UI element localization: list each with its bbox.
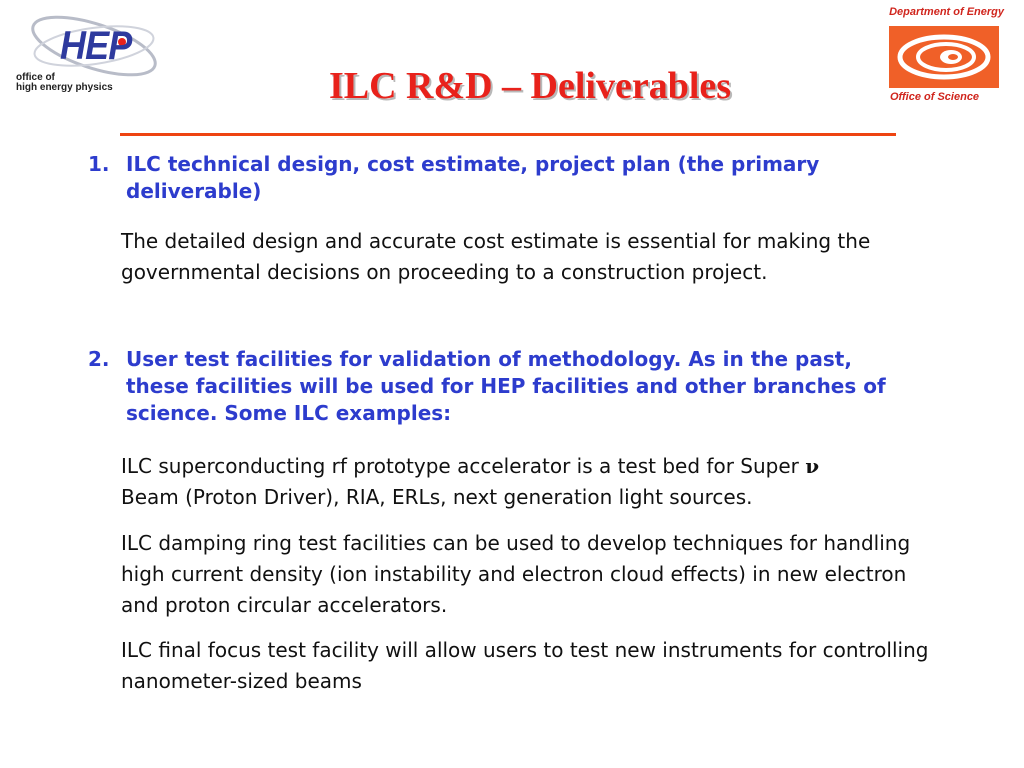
item-2-heading [88, 346, 908, 427]
item-2-paragraph-2: ILC damping ring test facilities can be used to develop techniques for handling high current density (ion instability and electron cloud effects) in new electron and proton circular accelerators. [121, 531, 911, 617]
hep-subtitle-line2: high energy physics [16, 82, 113, 93]
item-1-paragraph: The detailed design and accurate cost estimate is essential for making the governmental decisions on proceeding to a construction project. [121, 229, 871, 284]
paragraph-text-continued: Beam (Proton Driver), RIA, ERLs, next generation light sources. [121, 485, 753, 509]
item-number: 1. [88, 152, 110, 176]
item-heading-text: User test facilities for validation of methodology. As in the past, these facilities will be used for HEP facilities and other branches of science. Some ILC examples: [126, 347, 886, 425]
item-heading-text: ILC technical design, cost estimate, project plan (the primary deliverable) [126, 152, 820, 203]
title-divider [120, 133, 896, 136]
hep-subtitle-line1: office of [16, 72, 55, 83]
doe-label-top: Department of Energy [889, 6, 1004, 18]
doe-label-bottom: Office of Science [890, 91, 980, 103]
item-1-heading [88, 151, 948, 205]
item-number: 2. [88, 347, 110, 371]
item-2-paragraph-3: ILC final focus test facility will allow users to test new instruments for controlling nanometer-sized beams [121, 638, 929, 693]
slide-title: ILC R&D – Deliverables [328, 65, 732, 107]
paragraph-text: ILC superconducting rf prototype accelerator is a test bed for Super [121, 454, 799, 478]
hep-mark: HEP [60, 24, 132, 68]
nu-symbol: ν [805, 454, 820, 478]
item-2-paragraph-1 [121, 451, 991, 513]
